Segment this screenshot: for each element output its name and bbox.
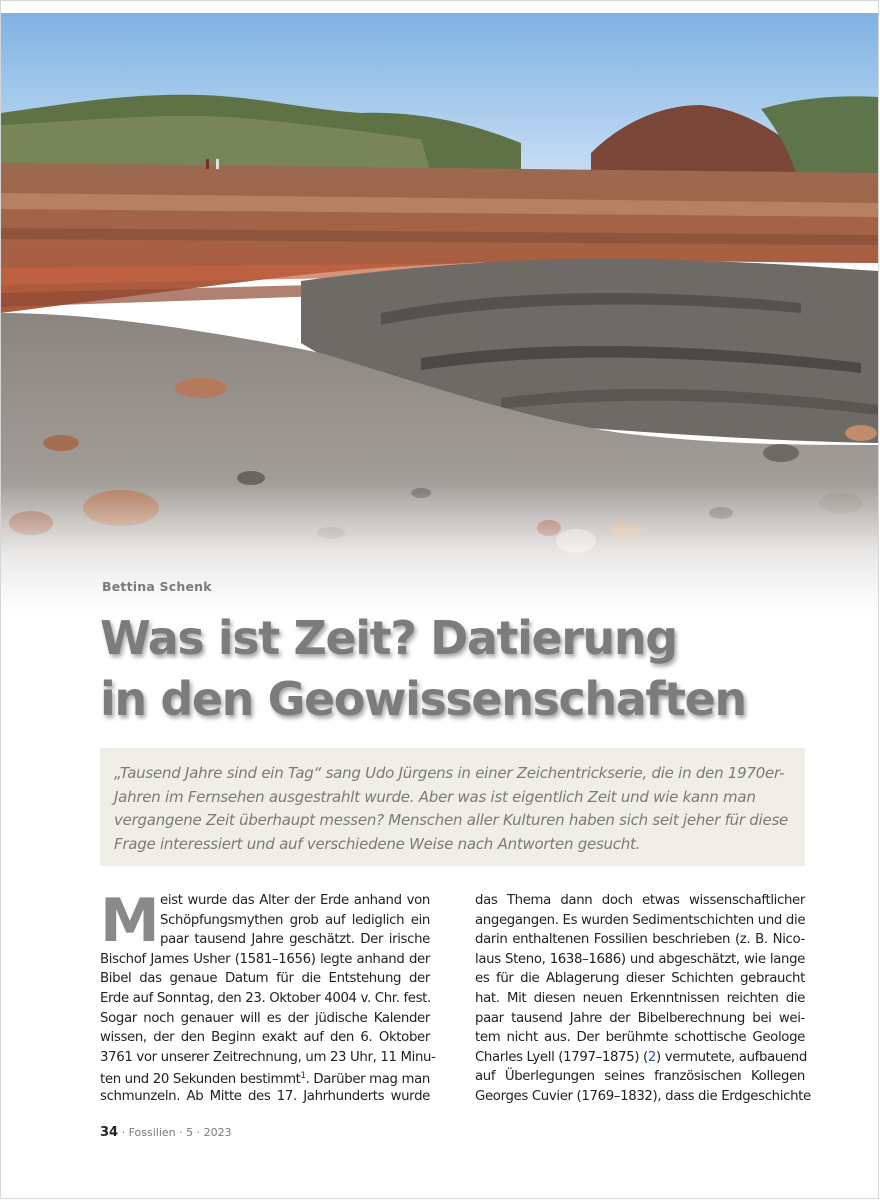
body-line: darin enthaltenen Fossilien beschrieben (z. B. Nico-	[475, 932, 805, 948]
title-line: Was ist Zeit? Datierung	[100, 611, 677, 665]
intro-line: Frage interessiert und auf verschiedene Weise nach Antworten gesucht.	[114, 834, 641, 853]
body-text: ten und 20 Sekunden bestimmt	[100, 1072, 301, 1088]
figure-reference-link[interactable]: 2	[647, 1049, 657, 1065]
body-text: Charles Lyell (1797–1875) (	[475, 1049, 648, 1065]
body-line: tem nicht aus. Der berühmte schottische Geologe	[475, 1030, 805, 1046]
body-line: Bischof James Usher (1581–1656) legte anhand der	[100, 951, 430, 967]
body-line: Erde auf Sonntag, den 23. Oktober 4004 v. Chr. fest.	[100, 990, 431, 1006]
body-line: das Thema dann doch etwas wissenschaftlicher	[475, 893, 805, 908]
body-line: paar tausend Jahre der Bibelberechnung bei wei-	[475, 1010, 805, 1026]
body-line: es für die Ablagerung dieser Schichten gebraucht	[475, 971, 805, 987]
body-line: wissen, der den Beginn exakt auf den 6. Oktober	[100, 1030, 430, 1046]
hero-photo-rock-strata	[1, 13, 879, 613]
body-line: paar tausend Jahre geschätzt. Der irische	[160, 932, 430, 948]
body-line: laus Steno, 1638–1686) und abgeschätzt, wie lange	[475, 951, 805, 967]
body-line	[475, 1048, 805, 1068]
body-line: 3761 vor unserer Zeitrechnung, um 23 Uhr, 11 Minu-	[100, 1049, 436, 1065]
page-folio	[100, 1125, 232, 1140]
body-column-left	[100, 886, 436, 1107]
body-line: auf Überlegungen seines französischen Kollegen	[475, 1069, 805, 1085]
body-line: schmunzeln. Ab Mitte des 17. Jahrhunderts wurde	[100, 1088, 430, 1104]
drop-cap: M	[100, 886, 160, 956]
page-number: 34	[100, 1125, 119, 1140]
intro-line: Jahren im Fernsehen ausgestrahlt wurde. Aber was ist eigentlich Zeit und wie kann man	[114, 787, 756, 806]
title-line: in den Geowissenschaften	[100, 672, 746, 726]
body-line: hat. Mit diesen neuen Erkenntnissen reichten die	[475, 990, 805, 1006]
journal-issue: · Fossilien · 5 · 2023	[121, 1126, 232, 1139]
body-column-right	[475, 891, 811, 1107]
intro-line: vergangene Zeit überhaupt messen? Menschen aller Kulturen haben sich seit jeher für diese	[114, 811, 788, 829]
body-line	[100, 1067, 430, 1087]
body-line: Bibel das genaue Datum für die Entstehung der	[100, 971, 430, 987]
body-line: angegangen. Es wurden Sedimentschichten und die	[475, 912, 806, 928]
body-line: eist wurde das Alter der Erde anhand von	[160, 893, 430, 908]
intro-teaser	[100, 748, 805, 866]
body-line: Sogar noch genauer will es der jüdische Kalender	[100, 1010, 430, 1026]
footnote-reference[interactable]: 1	[300, 1071, 306, 1082]
intro-line: „Tausend Jahre sind ein Tag“ sang Udo Jürgens in einer Zeichentrickserie, die in den 1970er-	[114, 764, 785, 782]
body-line: Schöpfungsmythen grob auf lediglich ein	[160, 912, 430, 928]
article-title	[100, 608, 820, 730]
body-text: . Darüber mag man	[305, 1072, 431, 1088]
body-text: ) vermutete, aufbauend	[656, 1049, 807, 1065]
body-line: Georges Cuvier (1769–1832), dass die Erdgeschichte	[475, 1088, 811, 1104]
author-name: Bettina Schenk	[102, 579, 212, 594]
